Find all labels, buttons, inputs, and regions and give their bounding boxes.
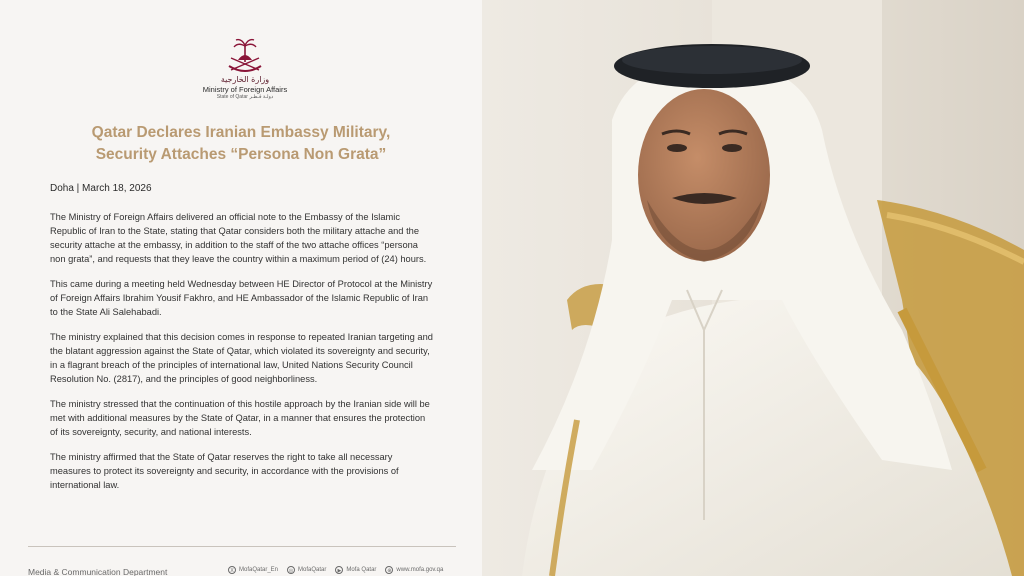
social-label-youtube: Mofa Qatar xyxy=(346,567,377,573)
portrait-illustration xyxy=(482,0,1024,576)
youtube-icon: ▶ xyxy=(335,566,343,574)
instagram-icon: ◎ xyxy=(288,568,294,574)
logo-state-text: State of Qatar دولـة قـطـر xyxy=(216,94,274,100)
paragraph-5: The ministry affirmed that the State of Qatar reserves the right to take all necessary measures to protect its sovereignty and security, in accordance with the provisions of international law. xyxy=(50,452,399,490)
social-label-x: MofaQatar_En xyxy=(239,567,279,573)
globe-icon: ⊕ xyxy=(387,568,392,574)
statement-body xyxy=(50,210,435,503)
dateline: Doha | March 18, 2026 xyxy=(50,183,152,194)
social-link-instagram[interactable] xyxy=(287,566,326,574)
social-label-website: www.mofa.gov.qa xyxy=(396,567,444,573)
logo-english-text: Ministry of Foreign Affairs xyxy=(202,85,288,94)
footer-social-links xyxy=(228,566,443,574)
statement-panel xyxy=(0,0,482,576)
social-link-x[interactable] xyxy=(228,566,278,574)
paragraph-3: The ministry explained that this decision comes in response to repeated Iranian targeting and the blatant aggression against the State of Qatar, which violated its sovereignty and security, in a flagrant breach of the principles of international law, United Nations Security Council Resolution No. (2817), and the principles of good neighborliness. xyxy=(50,332,433,384)
social-link-youtube[interactable] xyxy=(335,566,376,574)
face xyxy=(638,89,770,261)
social-link-website[interactable] xyxy=(385,566,443,574)
paragraph-2: This came during a meeting held Wednesday between HE Director of Protocol at the Ministry of Foreign Affairs Ibrahim Yousif Fakhro, and HE Ambassador of the Islamic Republic of Iran to the State Ali Salehabadi. xyxy=(50,279,433,317)
x-icon: X xyxy=(228,566,236,574)
portrait-photo xyxy=(482,0,1024,576)
paragraph-1: The Ministry of Foreign Affairs delivered an official note to the Embassy of the Islamic Republic of Iran to the State, stating that Qatar considers both the military attache and the security attache at the embassy, in addition to the staff of the two attache offices “persona non grata”, and requests that they leave the country within a maximum period of (24) hours. xyxy=(50,212,427,264)
qatar-emblem-icon xyxy=(225,36,265,74)
footer-divider xyxy=(28,546,456,547)
headline xyxy=(40,122,442,166)
paragraph-4: The ministry stressed that the continuation of this hostile approach by the Iranian side will be met with additional measures by the State of Qatar, in a manner that ensures the protection of its sovereignty, security, and national interests. xyxy=(50,399,430,437)
social-label-instagram: MofaQatar xyxy=(298,567,327,573)
footer-department: Media & Communication Department xyxy=(28,567,168,576)
ministry-logo xyxy=(190,36,300,101)
headline-line-2: Security Attaches “Persona Non Grata” xyxy=(95,146,387,163)
logo-arabic-text: وزارة الخارجية xyxy=(220,75,270,84)
headline-line-1: Qatar Declares Iranian Embassy Military, xyxy=(91,124,391,141)
